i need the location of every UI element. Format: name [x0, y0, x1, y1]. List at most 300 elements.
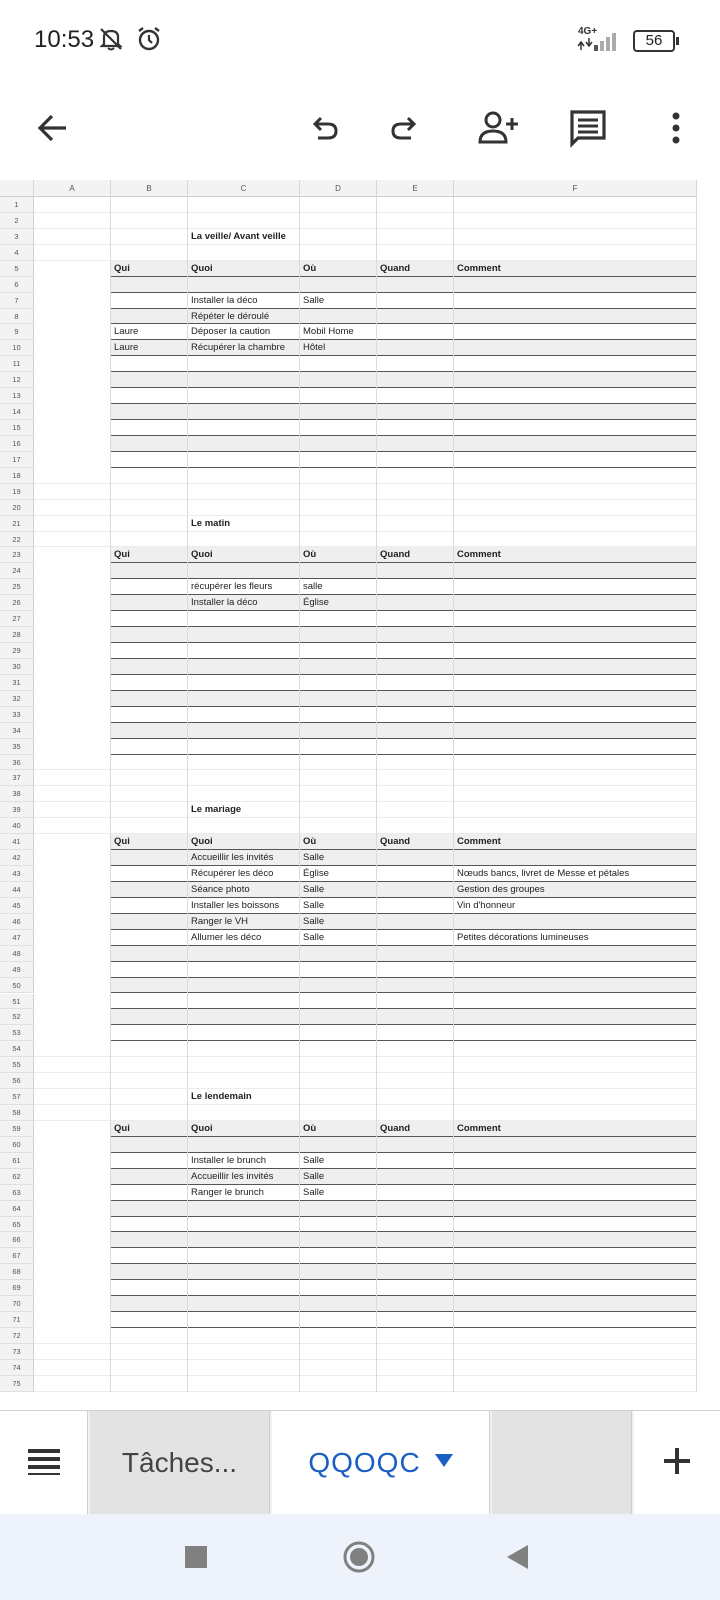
- table-header-cell[interactable]: Où: [303, 262, 317, 274]
- row-header[interactable]: 57: [0, 1089, 34, 1105]
- row-header[interactable]: 56: [0, 1073, 34, 1089]
- gridline: [110, 197, 111, 213]
- gridline: [376, 1073, 377, 1089]
- sheet-row[interactable]: [0, 898, 720, 914]
- table-header-cell[interactable]: Comment: [457, 1122, 501, 1134]
- cell-comment[interactable]: [454, 293, 697, 309]
- sheet-row[interactable]: [0, 962, 720, 978]
- select-all-corner[interactable]: [0, 180, 34, 197]
- sheet-row[interactable]: [0, 1105, 720, 1121]
- row-header[interactable]: 44: [0, 882, 34, 898]
- sheet-row[interactable]: [0, 1201, 720, 1217]
- undo-button[interactable]: [294, 100, 354, 160]
- row-header[interactable]: 63: [0, 1185, 34, 1201]
- square-icon[interactable]: [184, 1545, 208, 1574]
- gridline: [110, 1232, 111, 1248]
- cell-qui[interactable]: [111, 866, 188, 882]
- row-header[interactable]: 30: [0, 659, 34, 675]
- triangle-down-icon[interactable]: [435, 1454, 453, 1473]
- sheet-row[interactable]: [0, 802, 720, 818]
- row-header[interactable]: 39: [0, 802, 34, 818]
- gridline: [110, 372, 111, 388]
- row-header[interactable]: 28: [0, 627, 34, 643]
- cell-qui[interactable]: [111, 914, 188, 930]
- row-header[interactable]: 12: [0, 372, 34, 388]
- row-header[interactable]: 53: [0, 1025, 34, 1041]
- table-header-cell[interactable]: Quoi: [191, 1122, 213, 1134]
- column-header-c[interactable]: C: [188, 180, 300, 197]
- row-header[interactable]: 10: [0, 340, 34, 356]
- sheet-row[interactable]: [0, 786, 720, 802]
- sheet-row[interactable]: [0, 882, 720, 898]
- row-header[interactable]: 66: [0, 1232, 34, 1248]
- cell-quoi[interactable]: Installer la déco: [191, 597, 258, 609]
- gridline: [187, 643, 188, 659]
- row-header[interactable]: 48: [0, 946, 34, 962]
- cell-ou[interactable]: Mobil Home: [303, 326, 354, 338]
- sheet-row[interactable]: [0, 1169, 720, 1185]
- gridline: [187, 452, 188, 468]
- cell-quoi[interactable]: Séance photo: [191, 883, 250, 895]
- sheet-row[interactable]: [0, 930, 720, 946]
- cell-comment[interactable]: Vin d'honneur: [457, 899, 516, 911]
- sheet-row[interactable]: [0, 1041, 720, 1057]
- sheet-row[interactable]: [0, 563, 720, 579]
- table-header-cell[interactable]: Quoi: [191, 549, 213, 561]
- sheet-row[interactable]: [0, 309, 720, 325]
- table-header-cell[interactable]: Qui: [114, 1122, 130, 1134]
- sheet-row[interactable]: [0, 691, 720, 707]
- row-header[interactable]: 58: [0, 1105, 34, 1121]
- sheet-row[interactable]: [0, 1296, 720, 1312]
- cell-quoi[interactable]: Déposer la caution: [191, 326, 271, 338]
- sheet-row[interactable]: [0, 1153, 720, 1169]
- gridline: [376, 1041, 377, 1057]
- cell-ou[interactable]: Église: [303, 868, 329, 880]
- row-header[interactable]: 54: [0, 1041, 34, 1057]
- column-header-d[interactable]: D: [300, 180, 377, 197]
- column-header-e[interactable]: E: [377, 180, 454, 197]
- cell-ou[interactable]: Salle: [303, 899, 325, 911]
- gridline: [110, 1296, 111, 1312]
- row-header[interactable]: 32: [0, 691, 34, 707]
- row-header[interactable]: 8: [0, 309, 34, 325]
- row-header[interactable]: 62: [0, 1169, 34, 1185]
- sheet-list-button[interactable]: [0, 1411, 88, 1515]
- row-header[interactable]: 74: [0, 1360, 34, 1376]
- sheet-row[interactable]: [0, 245, 720, 261]
- table-header-cell[interactable]: Quand: [380, 836, 411, 848]
- sheet-row[interactable]: [0, 197, 720, 213]
- sheet-row[interactable]: [0, 595, 720, 611]
- cell-comment[interactable]: [454, 914, 697, 930]
- cell-quoi[interactable]: Installer la déco: [191, 294, 258, 306]
- table-header-cell[interactable]: Quoi: [191, 262, 213, 274]
- row-header[interactable]: 36: [0, 755, 34, 771]
- sheet-row[interactable]: [0, 277, 720, 293]
- sheet-row[interactable]: [0, 547, 720, 563]
- cell-qui[interactable]: Laure: [114, 326, 139, 338]
- cell-quoi[interactable]: Installer le brunch: [191, 1154, 266, 1166]
- table-header-cell[interactable]: Comment: [457, 549, 501, 561]
- sheet-row[interactable]: [0, 770, 720, 786]
- cell-ou[interactable]: Église: [303, 597, 329, 609]
- row-header[interactable]: 19: [0, 484, 34, 500]
- cell-qui[interactable]: [111, 579, 188, 595]
- cell-comment[interactable]: [454, 309, 697, 325]
- sheet-row[interactable]: [0, 818, 720, 834]
- sheet-row[interactable]: [0, 1312, 720, 1328]
- row-header[interactable]: 70: [0, 1296, 34, 1312]
- row-header[interactable]: 45: [0, 898, 34, 914]
- sheet-row[interactable]: [0, 611, 720, 627]
- sheet-row[interactable]: [0, 1057, 720, 1073]
- row-header[interactable]: 3: [0, 229, 34, 245]
- sheet-row[interactable]: [0, 452, 720, 468]
- sheet-row[interactable]: [0, 1025, 720, 1041]
- cell-qui[interactable]: [111, 1153, 188, 1169]
- row-header[interactable]: 64: [0, 1201, 34, 1217]
- cell-ou[interactable]: Salle: [303, 852, 325, 864]
- cell-comment[interactable]: [454, 340, 697, 356]
- row-header[interactable]: 72: [0, 1328, 34, 1344]
- sheet-row[interactable]: [0, 532, 720, 548]
- row-header[interactable]: 52: [0, 1009, 34, 1025]
- row-header[interactable]: 15: [0, 420, 34, 436]
- section-title[interactable]: Le lendemain: [191, 1091, 252, 1103]
- sheet-row[interactable]: [0, 404, 720, 420]
- sheet-row[interactable]: [0, 850, 720, 866]
- row-header[interactable]: 1: [0, 197, 34, 213]
- more-options-button[interactable]: [646, 100, 706, 160]
- cell-quoi[interactable]: Allumer les déco: [191, 931, 262, 943]
- sheet-row[interactable]: [0, 723, 720, 739]
- row-header[interactable]: 4: [0, 245, 34, 261]
- cell-comment[interactable]: [454, 595, 697, 611]
- cell-qui[interactable]: Laure: [114, 342, 139, 354]
- row-header[interactable]: 18: [0, 468, 34, 484]
- row-header[interactable]: 60: [0, 1137, 34, 1153]
- sheet-row[interactable]: [0, 707, 720, 723]
- circle-icon[interactable]: [342, 1540, 376, 1579]
- row-header[interactable]: 42: [0, 850, 34, 866]
- sheet-row[interactable]: [0, 834, 720, 850]
- row-header[interactable]: 71: [0, 1312, 34, 1328]
- gridline: [453, 770, 454, 786]
- gridline: [187, 484, 188, 500]
- sheet-row[interactable]: [0, 946, 720, 962]
- row-header[interactable]: 33: [0, 707, 34, 723]
- sheet-row[interactable]: [0, 388, 720, 404]
- gridline: [299, 1376, 300, 1392]
- cell-comment[interactable]: Nœuds bancs, livret de Messe et pétales: [457, 868, 630, 880]
- sheet-row[interactable]: [0, 500, 720, 516]
- row-header[interactable]: 27: [0, 611, 34, 627]
- row-header[interactable]: 38: [0, 786, 34, 802]
- table-header-cell[interactable]: Comment: [457, 262, 501, 274]
- gridline: [453, 1248, 454, 1264]
- row-header[interactable]: 13: [0, 388, 34, 404]
- sheet-row[interactable]: [0, 1280, 720, 1296]
- gridline: [376, 962, 377, 978]
- triangle-back-icon[interactable]: [506, 1544, 530, 1575]
- gridline: [110, 994, 111, 1010]
- sheet-row[interactable]: [0, 1232, 720, 1248]
- sheet-row[interactable]: [0, 755, 720, 771]
- row-header[interactable]: 69: [0, 1280, 34, 1296]
- sheet-row[interactable]: [0, 994, 720, 1010]
- tab-taches[interactable]: [90, 1411, 270, 1515]
- row-header[interactable]: 37: [0, 770, 34, 786]
- row-header[interactable]: 61: [0, 1153, 34, 1169]
- gridline: [376, 1360, 377, 1376]
- gridline: [376, 946, 377, 962]
- table-header-cell[interactable]: Où: [303, 836, 317, 848]
- table-header-cell[interactable]: Quand: [380, 549, 411, 561]
- gridline: [376, 755, 377, 771]
- row-header[interactable]: 2: [0, 213, 34, 229]
- cell-ou[interactable]: Salle: [303, 294, 325, 306]
- row-header[interactable]: 9: [0, 324, 34, 340]
- cell-quoi[interactable]: Récupérer la chambre: [191, 342, 285, 354]
- sheet-row[interactable]: [0, 372, 720, 388]
- sheet-row[interactable]: [0, 1217, 720, 1233]
- cell-qui[interactable]: [111, 595, 188, 611]
- sheet-row[interactable]: [0, 659, 720, 675]
- cell-qui[interactable]: [111, 882, 188, 898]
- sheet-row[interactable]: [0, 914, 720, 930]
- gridline: [299, 1344, 300, 1360]
- gridline: [376, 420, 377, 436]
- sheet-row[interactable]: [0, 213, 720, 229]
- cell-quoi[interactable]: Ranger le brunch: [191, 1186, 264, 1198]
- section-title[interactable]: La veille/ Avant veille: [191, 230, 286, 242]
- gridline: [299, 468, 300, 484]
- cell-ou[interactable]: Salle: [303, 1170, 325, 1182]
- comment-button[interactable]: [558, 100, 618, 160]
- gridline: [453, 1073, 454, 1089]
- table-band: [111, 563, 697, 579]
- gridline: [376, 1025, 377, 1041]
- table-header-cell[interactable]: Qui: [114, 262, 130, 274]
- sheet-row[interactable]: [0, 866, 720, 882]
- sheet-row[interactable]: [0, 627, 720, 643]
- sheet-row[interactable]: [0, 516, 720, 532]
- row-header[interactable]: 26: [0, 595, 34, 611]
- sheet-row[interactable]: [0, 675, 720, 691]
- cell-qui[interactable]: [111, 1169, 188, 1185]
- cell-ou[interactable]: Salle: [303, 931, 325, 943]
- gridline: [110, 1344, 111, 1360]
- sheet-row[interactable]: [0, 468, 720, 484]
- gridline: [453, 723, 454, 739]
- cell-quoi[interactable]: Accueillir les invités: [191, 852, 274, 864]
- gridline: [376, 500, 377, 516]
- sheet-row[interactable]: [0, 978, 720, 994]
- gridline: [110, 404, 111, 420]
- gridline: [376, 277, 377, 293]
- cell-comment[interactable]: [454, 1169, 697, 1185]
- table-band: [111, 1201, 697, 1217]
- row-header[interactable]: 40: [0, 818, 34, 834]
- sheet-row[interactable]: [0, 324, 720, 340]
- section-title[interactable]: Le matin: [191, 517, 231, 529]
- tab-qqoqc[interactable]: [272, 1411, 490, 1515]
- table-header-cell[interactable]: Qui: [114, 549, 130, 561]
- share-button[interactable]: [468, 100, 528, 160]
- row-header[interactable]: 29: [0, 643, 34, 659]
- row-header[interactable]: 46: [0, 914, 34, 930]
- table-band: [111, 404, 697, 420]
- sheet-row[interactable]: [0, 1328, 720, 1344]
- row-header[interactable]: 50: [0, 978, 34, 994]
- cell-ou[interactable]: Salle: [303, 915, 325, 927]
- row-header[interactable]: 5: [0, 261, 34, 277]
- row-header[interactable]: 41: [0, 834, 34, 850]
- gridline: [110, 516, 111, 532]
- row-header[interactable]: 51: [0, 994, 34, 1010]
- gridline: [299, 691, 300, 707]
- table-header-cell[interactable]: Quand: [380, 1122, 411, 1134]
- cell-ou[interactable]: salle: [303, 581, 323, 593]
- cell-quoi[interactable]: Récupérer les déco: [191, 868, 274, 880]
- row-header[interactable]: 34: [0, 723, 34, 739]
- cell-comment[interactable]: [454, 324, 697, 340]
- sheet-row[interactable]: [0, 229, 720, 245]
- gridline: [453, 1009, 454, 1025]
- row-header[interactable]: 68: [0, 1264, 34, 1280]
- sheet-row[interactable]: [0, 1264, 720, 1280]
- table-header-cell[interactable]: Où: [303, 1122, 317, 1134]
- cell-ou[interactable]: Salle: [303, 1154, 325, 1166]
- sheet-row[interactable]: [0, 1009, 720, 1025]
- row-header[interactable]: 16: [0, 436, 34, 452]
- cell-qui[interactable]: [111, 930, 188, 946]
- row-header[interactable]: 47: [0, 930, 34, 946]
- row-header[interactable]: 73: [0, 1344, 34, 1360]
- sheet-row[interactable]: [0, 261, 720, 277]
- gridline: [376, 691, 377, 707]
- row-header[interactable]: 25: [0, 579, 34, 595]
- cell-qui[interactable]: [111, 293, 188, 309]
- sheet-row[interactable]: [0, 1248, 720, 1264]
- sheet-row[interactable]: [0, 1185, 720, 1201]
- sheet-row[interactable]: [0, 579, 720, 595]
- tab-label: Tâches...: [121, 1447, 238, 1478]
- section-title[interactable]: Le mariage: [191, 804, 242, 816]
- sheet-row[interactable]: [0, 1137, 720, 1153]
- cell-comment[interactable]: [454, 1153, 697, 1169]
- status-bar: [0, 0, 720, 80]
- table-header-cell[interactable]: Qui: [114, 836, 130, 848]
- row-header[interactable]: 7: [0, 293, 34, 309]
- row-header[interactable]: 21: [0, 516, 34, 532]
- sheet-row[interactable]: [0, 1089, 720, 1105]
- cell-ou[interactable]: Salle: [303, 883, 325, 895]
- gridline: [110, 755, 111, 771]
- cell-ou[interactable]: Salle: [303, 1186, 325, 1198]
- column-header-f[interactable]: F: [454, 180, 697, 197]
- cell-qui[interactable]: [111, 850, 188, 866]
- row-header[interactable]: 24: [0, 563, 34, 579]
- sheet-row[interactable]: [0, 1073, 720, 1089]
- cell-quoi[interactable]: Ranger le VH: [191, 915, 249, 927]
- gridline: [453, 1360, 454, 1376]
- gridline: [187, 611, 188, 627]
- row-header[interactable]: 23: [0, 547, 34, 563]
- sheet-row[interactable]: [0, 340, 720, 356]
- row-header[interactable]: 17: [0, 452, 34, 468]
- row-header[interactable]: 11: [0, 356, 34, 372]
- row-header[interactable]: 43: [0, 866, 34, 882]
- gridline: [299, 532, 300, 548]
- cell-comment[interactable]: [454, 1185, 697, 1201]
- gridline: [299, 500, 300, 516]
- table-header-cell[interactable]: Quoi: [191, 836, 213, 848]
- sheet-row[interactable]: [0, 293, 720, 309]
- row-header[interactable]: 55: [0, 1057, 34, 1073]
- table-header-cell[interactable]: Comment: [457, 836, 501, 848]
- cell-quoi[interactable]: Installer les boissons: [191, 899, 280, 911]
- sheet-row[interactable]: [0, 484, 720, 500]
- row-header[interactable]: 67: [0, 1248, 34, 1264]
- row-header[interactable]: 35: [0, 739, 34, 755]
- row-header[interactable]: 31: [0, 675, 34, 691]
- sheet-row[interactable]: [0, 643, 720, 659]
- cell-qui[interactable]: [111, 1185, 188, 1201]
- cell-comment[interactable]: [454, 850, 697, 866]
- cell-comment[interactable]: Petites décorations lumineuses: [457, 931, 589, 943]
- row-header[interactable]: 6: [0, 277, 34, 293]
- sheet-row[interactable]: [0, 436, 720, 452]
- gridline: [376, 468, 377, 484]
- row-header[interactable]: 14: [0, 404, 34, 420]
- cell-ou[interactable]: Hôtel: [303, 342, 326, 354]
- sheet-row[interactable]: [0, 1121, 720, 1137]
- cell-quoi[interactable]: Accueillir les invités: [191, 1170, 274, 1182]
- column-header-b[interactable]: B: [111, 180, 188, 197]
- sheet-row[interactable]: [0, 1360, 720, 1376]
- cell-quoi[interactable]: récupérer les fleurs: [191, 581, 273, 593]
- sheet-row[interactable]: [0, 420, 720, 436]
- column-header-a[interactable]: A: [34, 180, 111, 197]
- cell-comment[interactable]: [454, 579, 697, 595]
- hamburger-menu-icon: [28, 1447, 60, 1480]
- cell-ou[interactable]: [300, 309, 377, 325]
- row-header[interactable]: 65: [0, 1217, 34, 1233]
- cell-quoi[interactable]: Répéter le déroulé: [191, 310, 270, 322]
- row-header[interactable]: 22: [0, 532, 34, 548]
- back-button[interactable]: [22, 100, 82, 160]
- row-header[interactable]: 59: [0, 1121, 34, 1137]
- row-header[interactable]: 75: [0, 1376, 34, 1392]
- gridline: [187, 818, 188, 834]
- sheet-row[interactable]: [0, 356, 720, 372]
- row-header[interactable]: 20: [0, 500, 34, 516]
- redo-button[interactable]: [375, 100, 435, 160]
- undo-icon: [306, 110, 342, 151]
- row-header[interactable]: 49: [0, 962, 34, 978]
- cell-qui[interactable]: [111, 898, 188, 914]
- table-header-cell[interactable]: Quand: [380, 262, 411, 274]
- cell-qui[interactable]: [111, 309, 188, 325]
- sheet-row[interactable]: [0, 1344, 720, 1360]
- sheet-row[interactable]: [0, 1376, 720, 1392]
- cell-comment[interactable]: Gestion des groupes: [457, 883, 545, 895]
- table-header-cell[interactable]: Où: [303, 549, 317, 561]
- sheet-row[interactable]: [0, 739, 720, 755]
- add-sheet-button[interactable]: [634, 1411, 720, 1515]
